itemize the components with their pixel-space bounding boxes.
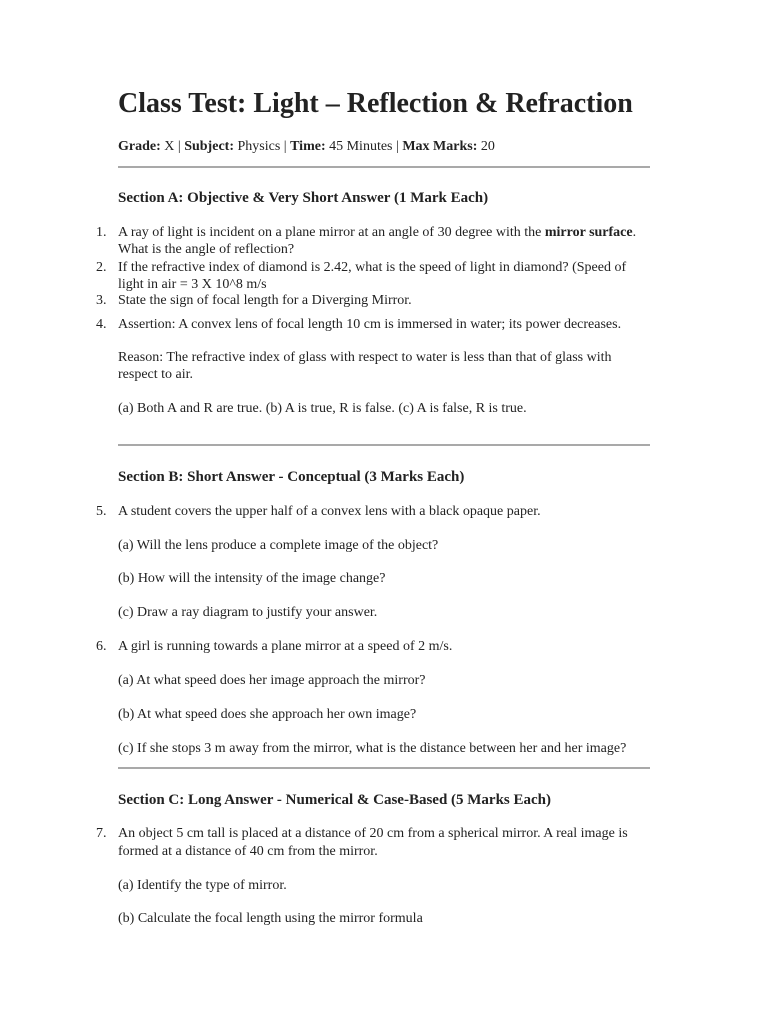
- question-4-reason-line-2: respect to air.: [118, 367, 194, 382]
- subject-value: Physics: [237, 139, 281, 154]
- time-value: 45 Minutes: [329, 139, 393, 154]
- question-6-part-b: (b) At what speed does she approach her own image?: [118, 707, 417, 722]
- meta-separator: |: [396, 139, 399, 154]
- grade-value: X: [164, 139, 175, 154]
- question-7-line-2: formed at a distance of 40 cm from the mirror.: [118, 844, 378, 859]
- question-5-part-b: (b) How will the intensity of the image change?: [118, 571, 386, 586]
- question-1-line-1: [118, 224, 648, 241]
- section-c-heading: Section C: Long Answer - Numerical & Case-Based (5 Marks Each): [118, 792, 552, 808]
- question-number: 4.: [96, 317, 107, 332]
- section-a-heading: Section A: Objective & Very Short Answer (1 Mark Each): [118, 190, 489, 206]
- divider: [118, 767, 650, 769]
- question-number: 6.: [96, 639, 107, 654]
- subject-label: Subject:: [184, 139, 234, 154]
- question-5-part-a: (a) Will the lens produce a complete image of the object?: [118, 538, 439, 553]
- test-meta: [118, 138, 495, 156]
- question-3-text: State the sign of focal length for a Diverging Mirror.: [118, 293, 412, 308]
- divider: [118, 444, 650, 446]
- max-marks-value: 20: [480, 139, 495, 154]
- question-4-reason-line-1: Reason: The refractive index of glass with respect to water is less than that of glass with: [118, 350, 612, 365]
- max-marks-label: Max Marks:: [402, 139, 478, 154]
- question-number: 2.: [96, 260, 107, 275]
- meta-separator: |: [177, 139, 181, 154]
- time-label: Time:: [290, 139, 326, 154]
- question-1-text: A ray of light is incident on a plane mirror at an angle of 30 degree with the: [118, 225, 542, 240]
- question-4-options: (a) Both A and R are true. (b) A is true, R is false. (c) A is false, R is true.: [118, 401, 527, 416]
- question-6-part-a: (a) At what speed does her image approach the mirror?: [118, 673, 426, 688]
- divider: [118, 166, 650, 168]
- question-2-line-2: light in air = 3 X 10^8 m/s: [118, 277, 267, 292]
- question-2-line-1: If the refractive index of diamond is 2.42, what is the speed of light in diamond? (Speed of: [118, 260, 627, 275]
- section-b-heading: Section B: Short Answer - Conceptual (3 Marks Each): [118, 469, 465, 485]
- question-7-part-b: (b) Calculate the focal length using the mirror formula: [118, 911, 423, 926]
- question-1-line-2: What is the angle of reflection?: [118, 242, 295, 257]
- question-6-part-c: (c) If she stops 3 m away from the mirror, what is the distance between her and her image?: [118, 741, 627, 756]
- question-number: 3.: [96, 293, 107, 308]
- question-number: 7.: [96, 826, 107, 841]
- grade-label: Grade:: [118, 139, 161, 154]
- question-6-text: A girl is running towards a plane mirror at a speed of 2 m/s.: [118, 639, 453, 654]
- question-number: 5.: [96, 504, 107, 519]
- question-7-part-a: (a) Identify the type of mirror.: [118, 878, 287, 893]
- question-1-emphasis: mirror surface: [544, 225, 633, 240]
- page-title: Class Test: Light – Reflection & Refraction: [118, 88, 633, 119]
- question-4-assertion: Assertion: A convex lens of focal length 10 cm is immersed in water; its power decreases.: [118, 317, 622, 332]
- question-number: 1.: [96, 225, 107, 240]
- question-1-punct: .: [632, 225, 637, 240]
- question-5-part-c: (c) Draw a ray diagram to justify your answer.: [118, 605, 378, 620]
- question-5-text: A student covers the upper half of a convex lens with a black opaque paper.: [118, 504, 541, 519]
- question-7-line-1: An object 5 cm tall is placed at a distance of 20 cm from a spherical mirror. A real image is: [118, 826, 628, 841]
- meta-separator: |: [283, 139, 287, 154]
